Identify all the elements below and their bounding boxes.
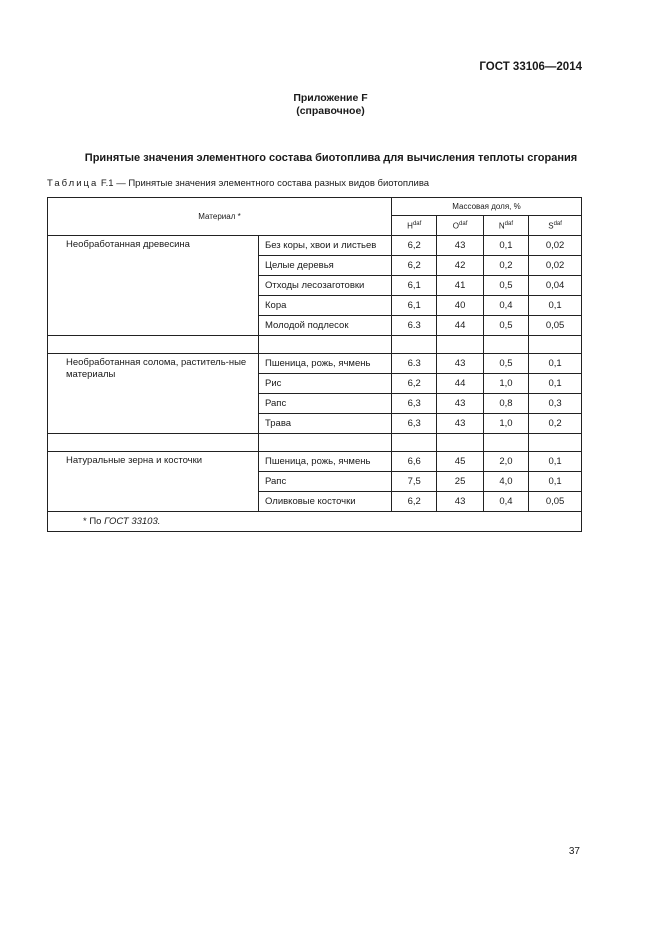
table-row (48, 236, 582, 256)
o-value: 41 (437, 276, 483, 296)
s-value: 0,02 (529, 256, 582, 276)
subtype-cell: Оливковые косточки (259, 492, 392, 512)
subtype-cell: Рапс (259, 394, 392, 414)
h-value: 6,6 (392, 452, 437, 472)
h-value: 6,1 (392, 296, 437, 316)
s-value: 0,02 (529, 236, 582, 256)
spacer-row (48, 434, 582, 452)
s-value: 0,05 (529, 316, 582, 336)
subtype-cell: Рис (259, 374, 392, 394)
subtype-cell: Пшеница, рожь, ячмень (259, 354, 392, 374)
subtype-cell: Рапс (259, 472, 392, 492)
page-number: 37 (568, 846, 580, 857)
table-row (48, 354, 582, 374)
annex-heading (0, 92, 661, 118)
o-value: 43 (437, 236, 483, 256)
subtype-cell: Кора (259, 296, 392, 316)
s-value: 0,1 (529, 472, 582, 492)
o-value: 43 (437, 414, 483, 434)
s-value: 0,1 (529, 296, 582, 316)
material-cell: Натуральные зерна и косточки (48, 452, 259, 512)
header-h: $H^{daf}$ (392, 216, 437, 236)
header-o: $O^{daf}$ (437, 216, 483, 236)
header-s: $S^{daf}$ (529, 216, 582, 236)
s-value: 0,1 (529, 452, 582, 472)
o-value: 44 (437, 316, 483, 336)
s-value: 0,1 (529, 354, 582, 374)
o-value: 44 (437, 374, 483, 394)
n-value: 0,4 (483, 492, 528, 512)
spacer-row (48, 336, 582, 354)
n-value: 0,8 (483, 394, 528, 414)
n-value: 0,5 (483, 316, 528, 336)
n-value: 4,0 (483, 472, 528, 492)
subtype-cell: Трава (259, 414, 392, 434)
h-value: 6,2 (392, 492, 437, 512)
table-header-row (48, 198, 582, 216)
table-row (48, 452, 582, 472)
subtype-cell: Молодой подлесок (259, 316, 392, 336)
subtype-cell: Целые деревья (259, 256, 392, 276)
h-value: 6,2 (392, 256, 437, 276)
h-value: 6,2 (392, 374, 437, 394)
n-value: 1,0 (483, 414, 528, 434)
o-value: 43 (437, 394, 483, 414)
footnote: * По ГОСТ 33103. (48, 512, 582, 532)
material-cell: Необработанная солома, раститель-ные материалы (48, 354, 259, 434)
section-title: Принятые значения элементного состава биотоплива для вычисления теплоты сгорания (84, 152, 578, 164)
h-value: 6,3 (392, 394, 437, 414)
o-value: 43 (437, 492, 483, 512)
n-value: 1,0 (483, 374, 528, 394)
n-value: 0,1 (483, 236, 528, 256)
header-n: $N^{daf}$ (483, 216, 528, 236)
composition-table (47, 197, 582, 532)
o-value: 40 (437, 296, 483, 316)
s-value: 0,2 (529, 414, 582, 434)
n-value: 0,5 (483, 276, 528, 296)
o-value: 42 (437, 256, 483, 276)
h-value: 6.3 (392, 354, 437, 374)
h-value: 6,2 (392, 236, 437, 256)
header-material: Материал * (48, 198, 392, 236)
o-value: 25 (437, 472, 483, 492)
table-caption (47, 178, 429, 189)
s-value: 0,04 (529, 276, 582, 296)
h-value: 6.3 (392, 316, 437, 336)
n-value: 0,4 (483, 296, 528, 316)
header-mass-fraction: Массовая доля, % (392, 198, 582, 216)
subtype-cell: Без коры, хвои и листьев (259, 236, 392, 256)
h-value: 6,3 (392, 414, 437, 434)
footnote-row (48, 512, 582, 532)
footnote-reference: ГОСТ 33103. (104, 516, 161, 527)
n-value: 2,0 (483, 452, 528, 472)
s-value: 0,3 (529, 394, 582, 414)
standard-number: ГОСТ 33106—2014 (479, 61, 582, 73)
annex-subtitle: (справочное) (296, 105, 365, 117)
o-value: 45 (437, 452, 483, 472)
h-value: 6,1 (392, 276, 437, 296)
o-value: 43 (437, 354, 483, 374)
s-value: 0,05 (529, 492, 582, 512)
material-cell: Необработанная древесина (48, 236, 259, 336)
h-value: 7,5 (392, 472, 437, 492)
s-value: 0,1 (529, 374, 582, 394)
n-value: 0,5 (483, 354, 528, 374)
annex-title: Приложение F (293, 92, 368, 104)
subtype-cell: Пшеница, рожь, ячмень (259, 452, 392, 472)
subtype-cell: Отходы лесозаготовки (259, 276, 392, 296)
table-caption-text: F.1 — Принятые значения элементного состава разных видов биотоплива (100, 178, 430, 189)
n-value: 0,2 (483, 256, 528, 276)
table-caption-prefix: Таблица (47, 178, 99, 189)
